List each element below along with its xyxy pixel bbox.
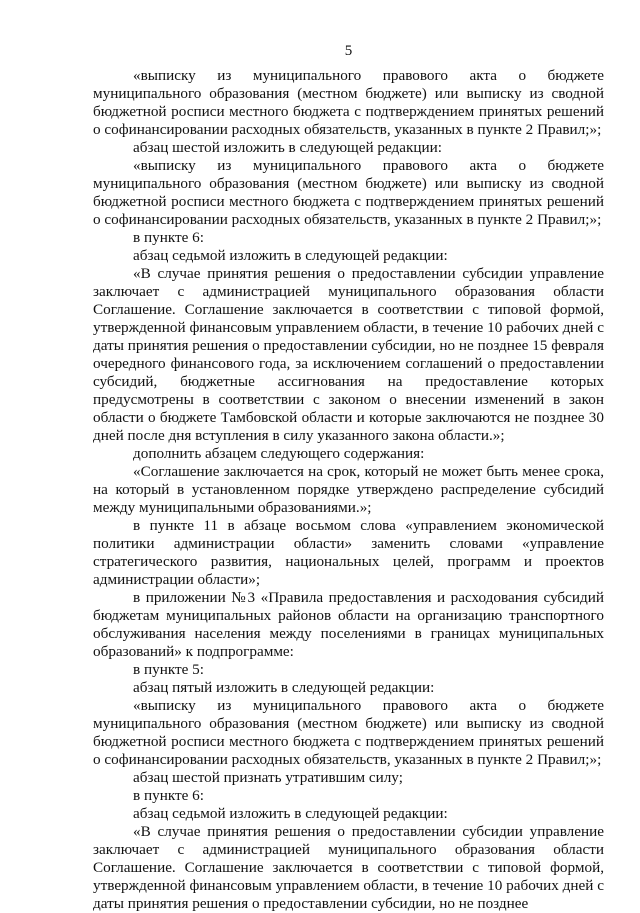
document-body bbox=[93, 67, 604, 913]
page-number: 5 bbox=[344, 43, 353, 59]
paragraph-5: абзац седьмой изложить в следующей редакции: bbox=[133, 247, 448, 264]
paragraph-3: «выписку из муниципального правового акта о бюджете муниципального образования (местном бюджете) или выписку из сводной бюджетной росписи местного бюджета с подтверждением принятых решений о софинансировании расходных обязательств, указанных в пункте 2 Правил;»; bbox=[93, 157, 604, 228]
paragraph-16: абзац седьмой изложить в следующей редакции: bbox=[133, 805, 448, 822]
paragraph-7: дополнить абзацем следующего содержания: bbox=[133, 445, 425, 462]
paragraph-13: «выписку из муниципального правового акта о бюджете муниципального образования (местном бюджете) или выписку из сводной бюджетной росписи местного бюджета с подтверждением принятых решений о софинансировании расходных обязательств, указанных в пункте 2 Правил;»; bbox=[93, 697, 604, 768]
paragraph-12: абзац пятый изложить в следующей редакции: bbox=[133, 679, 435, 696]
paragraph-10: в приложении №3 «Правила предоставления и расходования субсидий бюджетам муниципальных районов области на организацию транспортного обслуживания населения между поселениями в границах муниципальных образований» к подпрограмме: bbox=[93, 589, 604, 660]
paragraph-17: «В случае принятия решения о предоставлении субсидии управление заключает с администрацией муниципального образования области Соглашение. Соглашение заключается в соответствии с типовой формой, утвержденной финансовым управлением области, в течение 10 рабочих дней с даты принятия решения о предоставлении субсидии, но не позднее bbox=[93, 823, 604, 912]
paragraph-4: в пункте 6: bbox=[133, 229, 204, 246]
paragraph-15: в пункте 6: bbox=[133, 787, 204, 804]
paragraph-1: «выписку из муниципального правового акта о бюджете муниципального образования (местном бюджете) или выписку из сводной бюджетной росписи местного бюджета с подтверждением принятых решений о софинансировании расходных обязательств, указанных в пункте 2 Правил;»; bbox=[93, 67, 604, 138]
paragraph-11: в пункте 5: bbox=[133, 661, 204, 678]
paragraph-2: абзац шестой изложить в следующей редакции: bbox=[133, 139, 442, 156]
paragraph-8: «Соглашение заключается на срок, который не может быть менее срока, на который в установленном порядке утверждено распределение субсидий между муниципальными образованиями.»; bbox=[93, 463, 604, 516]
paragraph-14: абзац шестой признать утратившим силу; bbox=[133, 769, 403, 786]
paragraph-9: в пункте 11 в абзаце восьмом слова «управлением экономической политики администрации области» заменить словами «управление стратегического развития, национальных целей, программ и проектов администрации области»; bbox=[93, 517, 604, 588]
paragraph-6: «В случае принятия решения о предоставлении субсидии управление заключает с администрацией муниципального образования области Соглашение. Соглашение заключается в соответствии с типовой формой, утвержденной финансовым управлением области, в течение 10 рабочих дней с даты принятия решения о предоставлении субсидии, но не позднее 15 февраля очередного финансового года, за исключением соглашений о предоставлении субсидий, бюджетные ассигнования на предоставление которых предусмотрены в соответствии с законом о внесении изменений в закон области о бюджете Тамбовской области и которые заключаются не позднее 30 дней после дня вступления в силу указанного закона области.»; bbox=[93, 265, 604, 444]
